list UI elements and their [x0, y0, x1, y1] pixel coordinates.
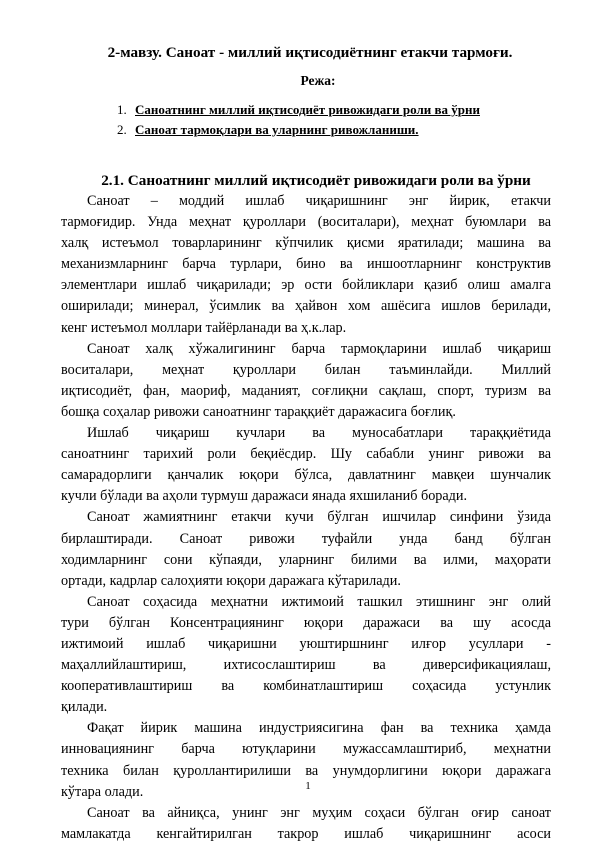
paragraph-line: Ишлаб чиқариш кучлари ва муносабатлари тараққиётида: [87, 425, 551, 442]
paragraph-line: кенг истеъмол моллари тайёрланади ва ҳ.к.лар.: [61, 319, 347, 336]
paragraph-line: Саноат жамиятнинг етакчи кучи бўлган ишчилар синфини ўзида: [87, 509, 551, 526]
plan-item-text: Саноат тармоқлари ва уларнинг ривожланиши.: [135, 122, 419, 137]
paragraph-line: бирлаштиради. Саноат ривожи туфайли унда банд бўлган: [61, 530, 551, 547]
paragraph-line: оширилади; минерал, ўсимлик ва ҳайвон хом ашёсига ишлов берилади,: [61, 298, 551, 315]
paragraph-line: ходимларнинг сони кўпаяди, уларнинг билими ва илми, маҳорати: [61, 551, 551, 568]
paragraph-line: кооперативлаштириш ва комбинатлаштириш соҳасида устунлик: [61, 678, 551, 695]
paragraph-line: механизмларнинг барча турлари, бино ва иншоотларнинг конструктив: [61, 256, 551, 273]
paragraph-line: мамлакатда кенгайтирилган такрор ишлаб чиқаришнинг асоси: [61, 825, 551, 842]
paragraph-line: техника билан қуроллантирилиши ва унумдорлигини юқори даражага: [61, 762, 551, 779]
plan-item-text: Саноатнинг миллий иқтисодиёт ривожидаги роли ва ўрни: [135, 102, 480, 117]
paragraph-line: маҳаллийлаштириш, ихтисослаштириш ва диверсификациялаш,: [61, 657, 551, 674]
plan-item: [117, 100, 480, 120]
paragraph-line: кучли бўлади ва аҳоли турмуш даражаси янада яхшиланиб боради.: [61, 488, 468, 505]
plan-label: Режа:: [300, 73, 336, 88]
paragraph-line: Саноат халқ хўжалигининг барча тармоқларини ишлаб чиқариш: [87, 340, 551, 357]
paragraph-line: кўтара олади.: [61, 783, 144, 800]
plan-item: [117, 120, 480, 140]
paragraph-line: инновациянинг барча ютуқларини мужассамлаштириб, меҳнатни: [61, 741, 551, 758]
plan-item-number: 2.: [117, 122, 127, 137]
paragraph-line: Саноат – моддий ишлаб чиқаришнинг энг йирик, етакчи: [87, 193, 551, 209]
paragraph-line: халқ истеъмол товарларининг кўпчилик қисми яратилади; машина ва: [61, 235, 551, 252]
paragraph-line: тармоғидир. Унда меҳнат қуроллари (воситалари), меҳнат буюмлари ва: [61, 214, 551, 231]
paragraph-line: қилади.: [61, 699, 108, 716]
paragraph-line: тури бўлган Консентрациянинг юқори даражаси ва шу асосда: [61, 614, 551, 631]
paragraph-line: самарадорлиги қанчалик юқори бўлса, давлатнинг мавқеи шунчалик: [61, 467, 551, 484]
page-number: 1: [305, 780, 311, 792]
plan-item-number: 1.: [117, 102, 127, 117]
body-text: [61, 191, 551, 845]
paragraph-line: Саноат соҳасида меҳнатни ижтимоий ташкил этишнинг энг олий: [87, 593, 551, 610]
plan-list: [117, 100, 480, 140]
section-heading: 2.1. Саноатнинг миллий иқтисодиёт ривожидаги роли ва ўрни: [101, 172, 531, 189]
paragraph-line: элементлари ишлаб чиқарилади; эр ости бойликлари қазиб олиш амалга: [61, 277, 551, 294]
paragraph-line: Фақат йирик машина индустриясигина фан ва техника ҳамда: [87, 720, 551, 737]
paragraph-line: ортади, кадрлар салоҳияти юқори даражага кўтарилади.: [61, 572, 401, 589]
topic-title: 2-мавзу. Саноат - миллий иқтисодиётнинг етакчи тармоғи.: [107, 44, 513, 61]
paragraph-line: бошқа соҳалар ривожи саноатнинг тараққиёт даражасига боғлиқ.: [61, 403, 456, 420]
paragraph-line: иқтисодиёт, фан, маориф, маданият, соғлиқни сақлаш, спорт, туризм ва: [61, 382, 551, 399]
paragraph-line: саноатнинг тарихий роли беқиёсдир. Шу сабабли унинг ривожи ва: [61, 446, 551, 463]
paragraph-line: Саноат ва айниқса, унинг энг муҳим соҳаси бўлган оғир саноат: [87, 804, 551, 821]
paragraph-line: воситалари, меҳнат қуроллари билан таъминлайди. Миллий: [61, 361, 551, 378]
paragraph-line: ижтимоий ишлаб чиқаришни уюштиршнинг илғор усуллари -: [61, 635, 551, 652]
